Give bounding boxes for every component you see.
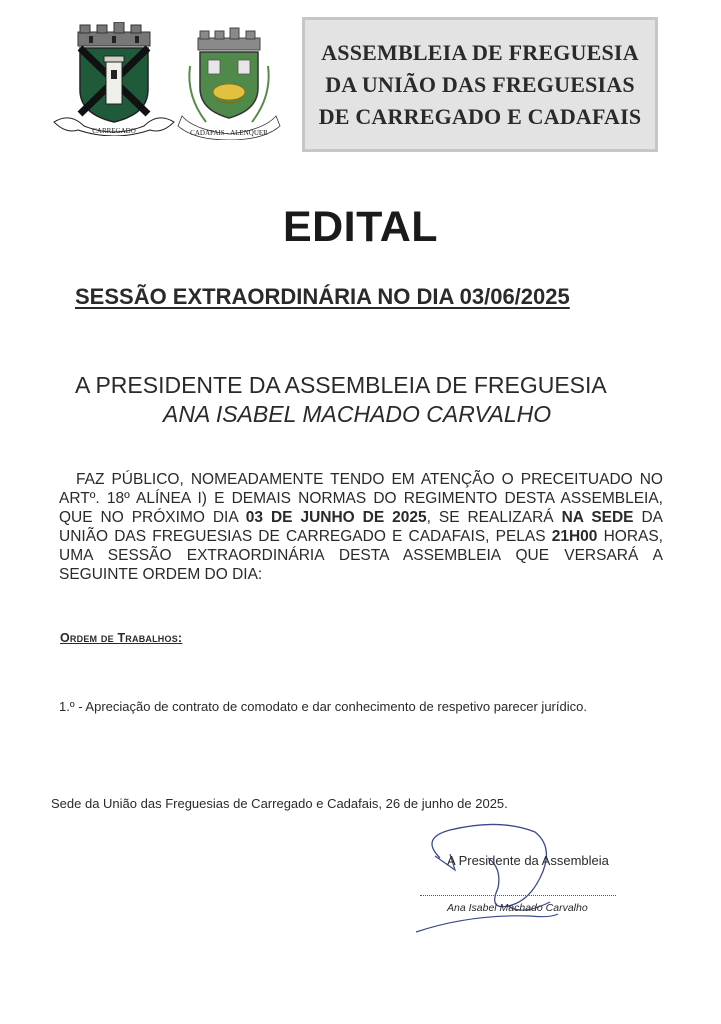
session-subtitle: SESSÃO EXTRAORDINÁRIA NO DIA 03/06/2025 <box>75 284 570 309</box>
svg-text:CARREGADO: CARREGADO <box>92 127 136 135</box>
handwritten-signature <box>410 818 560 936</box>
document-title: EDITAL <box>282 203 439 251</box>
signature-name: Ana Isabel Machado Carvalho <box>447 902 588 914</box>
agenda-item <box>59 699 587 714</box>
header-line-1: ASSEMBLEIA DE FREGUESIA <box>321 39 639 65</box>
svg-text:CADAFAIS - ALENQUER: CADAFAIS - ALENQUER <box>190 129 268 137</box>
president-name: ANA ISABEL MACHADO CARVALHO <box>163 401 552 427</box>
body-text-4: HORAS, UMA SESSÃO EXTRAORDINÁRIA DESTA ASSEMBLEIA QUE VERSARÁ A SEGUINTE ORDEM DO DIA: <box>59 528 663 583</box>
body-date: 03 DE JUNHO DE 2025 <box>245 509 427 526</box>
agenda-item-number: 1.º <box>59 699 75 714</box>
body-place: NA SEDE <box>561 509 634 526</box>
president-title: A PRESIDENTE DA ASSEMBLEIA DE FREGUESIA <box>75 372 607 398</box>
agenda-item-text: - Apreciação de contrato de comodato e dar conhecimento de respetivo parecer jurídico. <box>74 699 587 714</box>
signature-role: A Presidente da Assembleia <box>447 853 609 868</box>
body-text-2: , SE REALIZARÁ <box>426 509 562 526</box>
closing-place-date: Sede da União das Freguesias de Carregado e Cadafais, 26 de junho de 2025. <box>51 796 508 811</box>
cadafais-crest <box>176 26 282 140</box>
body-time: 21H00 <box>551 528 598 545</box>
signature-line <box>420 895 616 896</box>
notice-body <box>59 470 663 584</box>
body-text-1: FAZ PÚBLICO, NOMEADAMENTE TENDO EM ATENÇÃO O PRECEITUADO NO ARTº. 18º ALÍNEA I) E DEMAIS NORMAS DO REGIMENTO DESTA ASSEMBLEIA, QUE NO PRÓXIMO DIA <box>59 471 663 526</box>
header-line-2: DA UNIÃO DAS FREGUESIAS <box>325 71 635 97</box>
carregado-crest <box>50 22 178 136</box>
body-text-3: DA UNIÃO DAS FREGUESIAS DE CARREGADO E CADAFAIS, PELAS <box>59 509 664 545</box>
agenda-label: Ordem de Trabalhos: <box>60 631 183 645</box>
header-line-3: DE CARREGADO E CADAFAIS <box>318 103 642 129</box>
header-title-box <box>302 17 658 152</box>
